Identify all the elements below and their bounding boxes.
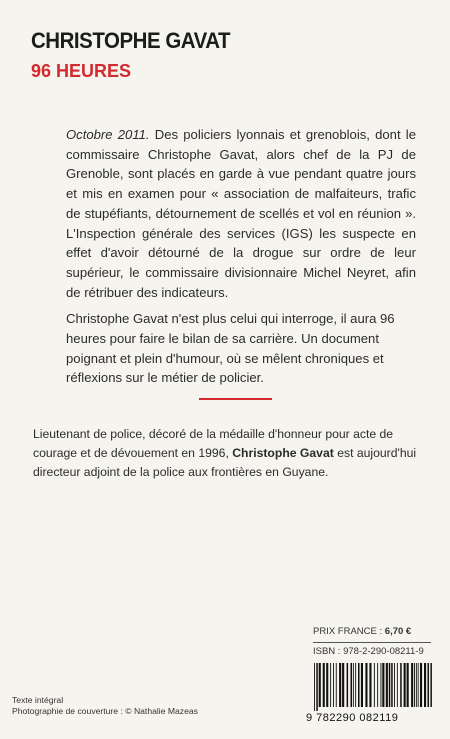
- isbn-line: ISBN : 978-2-290-08211-9: [313, 646, 424, 657]
- author-bio: [33, 425, 418, 482]
- synopsis: [66, 125, 416, 395]
- bio-text-before: Lieutenant de police, décoré de la médaille d'honneur pour acte de courage et de dévouement en 1996,: [33, 427, 394, 460]
- synopsis-paragraph-1: [66, 125, 416, 302]
- barcode-icon: [314, 663, 434, 711]
- book-title: 96 HEURES: [31, 61, 132, 81]
- credits-line-2: Photographie de couverture : © Nathalie Mazeas: [12, 706, 198, 716]
- price-line: [313, 626, 431, 641]
- author-name: CHRISTOPHE GAVAT: [31, 28, 231, 53]
- price-value: 6,70 €: [384, 626, 412, 637]
- barcode: [306, 663, 434, 724]
- credits-line-1: Texte intégral: [12, 695, 64, 705]
- barcode-digits: 9 782290 082119: [306, 712, 399, 724]
- credits: [12, 695, 198, 717]
- synopsis-paragraph-2: Christophe Gavat n'est plus celui qui interroge, il aura 96 heures pour faire le bilan de sa carrière. Un document poignant et plein d'humour, où se mêlent chroniques et réflexions sur le métier de policier.: [66, 311, 395, 386]
- synopsis-date: Octobre 2011.: [66, 127, 150, 142]
- bio-paragraph: [33, 425, 418, 482]
- red-divider: [199, 398, 272, 400]
- price-label: PRIX FRANCE :: [313, 626, 385, 637]
- synopsis-text-1: Des policiers lyonnais et grenoblois, dont le commissaire Christophe Gavat, alors chef de la PJ de Grenoble, sont placés en garde à vue pendant quatre jours et mis en examen pour « association de malfaiteurs, trafic de stupéfiants, détournement de scellés et vol en réunion ». L'Inspection générale des services (IGS) les suspecte en effet d'avoir détourné de la drogue sur ordre de leur supérieur, le commissaire divisionnaire Michel Neyret, afin de rétribuer des indicateurs.: [66, 127, 416, 300]
- price-rule: [313, 642, 431, 643]
- bio-text-after: est aujourd'hui directeur adjoint de la police aux frontières en Guyane.: [33, 446, 417, 479]
- bio-author-name: Christophe Gavat: [232, 446, 334, 460]
- price-box: [313, 626, 431, 661]
